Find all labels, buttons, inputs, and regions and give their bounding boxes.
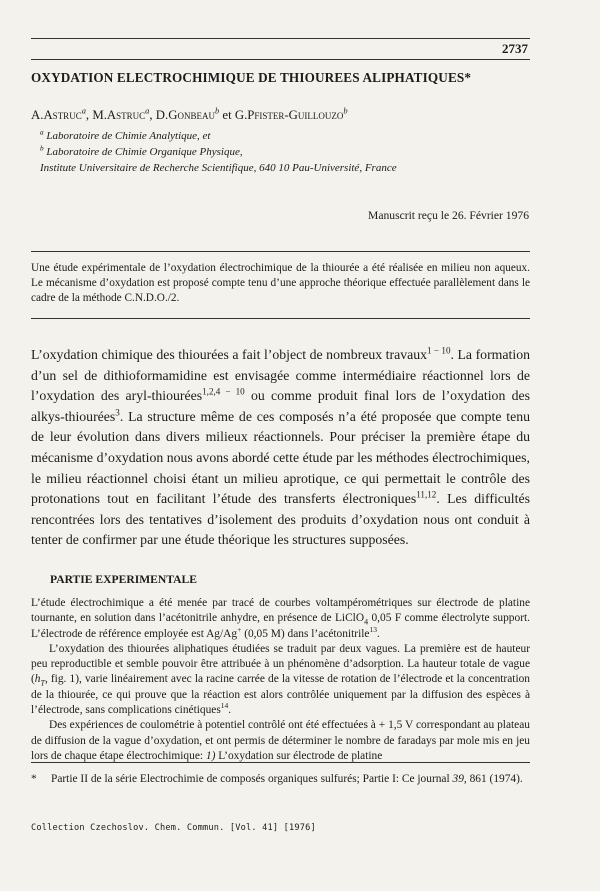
footnote-text: Partie II de la série Electrochimie de composés organiques sulfurés; Partie I: Ce journal <box>51 773 453 785</box>
intro-text: . La formation d’un sel de dithioformamidine est envisagée comme intermédiaire réactionnel lors de l’oxydation des aryl-thiourées <box>31 347 530 404</box>
body-text: , fig. 1), varie linéairement avec la racine carrée de la vitesse de rotation de l’électrode et la concentration de la thiourée, ce qui prouve que la réaction est alors contrôlée uniquement par la diffusion des espèces à l’électrode, sans complications cinétiques <box>31 673 530 717</box>
body-paragraph <box>31 596 530 642</box>
author-list: A.Astruc$^a$, M.Astruc$^a$, D.Gonbeau$^b$ et G.Pfister-Guillouzo$^b$ <box>31 105 348 122</box>
body-text: 0,05 F comme électrolyte support. L’électrode de référence employée est Ag/Ag <box>31 612 530 640</box>
reference-mark: 11,12 <box>416 489 437 500</box>
intro-text: L’oxydation chimique des thiourées a fait l’object de nombreux travaux <box>31 347 428 362</box>
author-affil-mark: b <box>214 105 220 116</box>
affiliation-institute: Institute Universitaire de Recherche Scientifique, 640 10 Pau-Université, France <box>40 162 397 174</box>
author-affil-mark: b <box>343 105 348 116</box>
affiliation-line <box>40 130 210 142</box>
body-text: . <box>376 627 380 640</box>
page-number: 2737 <box>502 41 528 56</box>
enumeration-mark: 1) <box>205 749 216 762</box>
footnote-mark: * <box>31 773 37 785</box>
section-heading: PARTIE EXPERIMENTALE <box>50 573 197 586</box>
body-text: (0,05 M) dans l’acétonitrile <box>241 627 370 640</box>
introduction <box>31 345 530 551</box>
author-affil-mark: a <box>81 105 86 116</box>
author-name: A.Astruc <box>31 108 82 122</box>
abstract-rule-top <box>31 251 530 252</box>
affiliation-mark: a <box>40 128 44 137</box>
intro-text: . La structure même de ces composés n’a été proposée que compte tenu de leur évolution dans divers milieux réactionnels. Pour préciser la première étape du mécanisme d’oxydation nous avons abordé cette étude par les méthodes électrochimiques, le milieu réactionnel choisi étant un milieu aprotique, ce qui permettait le contrôle des protonations tout en facilitant l’étude des transferts électroniques <box>31 408 530 507</box>
intro-paragraph <box>31 345 530 551</box>
body-text: Des expériences de coulométrie à potentiel contrôlé ont été effectuées à + 1,5 V correspondant au plateau de diffusion de la vague d’oxydation, et ont permis de déterminer le nombre de faradays par mole mis en jeu lors de chaque étape électrochimique: <box>31 719 530 762</box>
affiliation-text: Laboratoire de Chimie Analytique, et <box>46 130 211 142</box>
header-rule-bottom <box>31 59 530 60</box>
body-text: L’oxydation sur électrode de platine <box>215 749 383 762</box>
author-name: D.Gonbeau <box>155 108 215 122</box>
superscript: + <box>237 624 242 634</box>
intro-text: . Les difficultés rencontrées lors des tentatives d’isolement des produits d’oxydation nous ont conduit à tenter de confirmer par une étude théorique les structures supposées. <box>31 491 530 548</box>
subscript: T <box>40 678 45 688</box>
reference-mark: 3 <box>115 407 120 418</box>
abstract: Une étude expérimentale de l’oxydation électrochimique de la thiourée a été réalisée en milieu non aqueux. Le mécanisme d’oxydation est proposé compte tenu d’une approche théorique effectuée parallèlement dans le cadre de la méthode C.N.D.O./2. <box>31 262 530 304</box>
received-date: Manuscrit reçu le 26. Février 1976 <box>368 209 529 222</box>
header-rule-top <box>31 38 530 39</box>
reference-mark: 14 <box>220 701 229 711</box>
body-text: L’étude électrochimique a été menée par tracé de courbes voltampérométriques sur électrode de platine tournante, en solution dans l’acétonitrile anhydre, en présence de LiClO <box>31 597 530 625</box>
intro-text: ou comme produit final lors de l’oxydation des alkys-thiourées <box>31 388 530 424</box>
abstract-rule-bottom <box>31 318 530 319</box>
affiliation-text: Laboratoire de Chimie Organique Physique, <box>46 146 243 158</box>
symbol: h <box>34 673 41 686</box>
experimental-section <box>31 596 530 764</box>
author-affil-mark: a <box>145 105 150 116</box>
article-title: OXYDATION ELECTROCHIMIQUE DE THIOUREES ALIPHATIQUES* <box>31 70 472 85</box>
affiliation-line <box>40 146 243 158</box>
footnote-rule <box>31 762 530 763</box>
body-paragraph <box>31 718 530 764</box>
reference-mark: 13 <box>369 624 377 634</box>
body-paragraph <box>31 642 530 718</box>
footnote-text: , 861 (1974). <box>463 773 523 785</box>
affiliation-mark: b <box>40 144 44 153</box>
subscript: 4 <box>364 617 369 627</box>
author-name: G.Pfister-Guillouzo <box>234 108 344 122</box>
reference-mark: 1 − 10 <box>427 345 451 356</box>
body-text: L’oxydation des thiourées aliphatiques étudiées se traduit par deux vagues. La première est de hauteur peu reproductible et semble pouvoir être attribuée à un phénomène d’adsorption. La hauteur totale de vague ( <box>31 642 530 686</box>
author-name: M.Astruc <box>92 108 146 122</box>
reference-mark: 1,2,4 − 10 <box>202 386 245 397</box>
journal-footer: Collection Czechoslov. Chem. Commun. [Vol. 41] [1976] <box>31 823 316 833</box>
footnote-volume: 39 <box>452 773 464 785</box>
body-text: . <box>228 704 232 717</box>
footnote <box>31 771 530 787</box>
